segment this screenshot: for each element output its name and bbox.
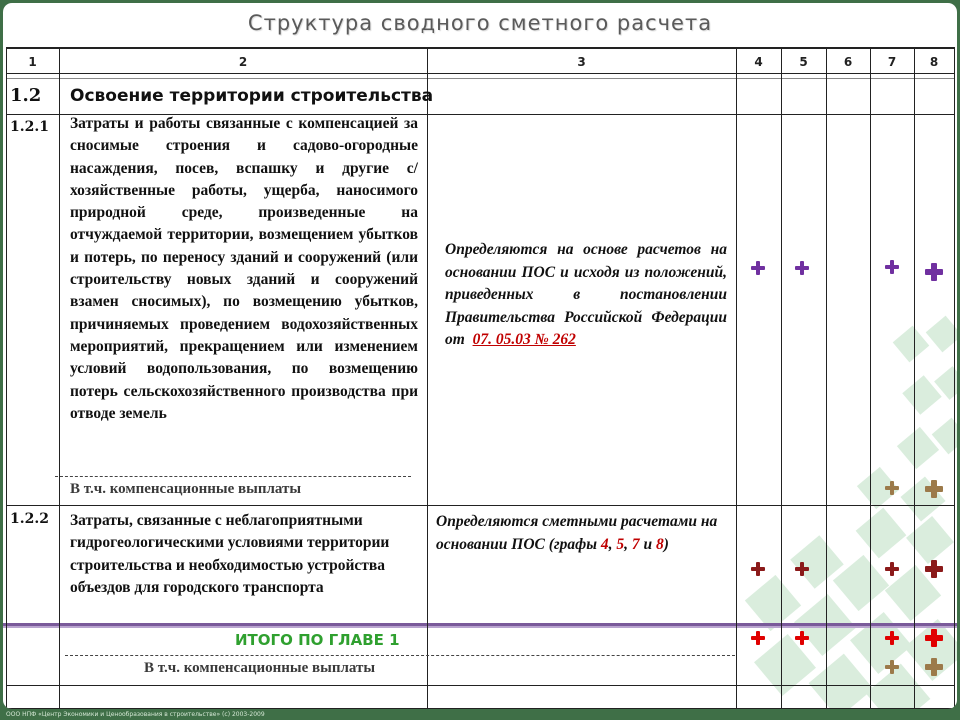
plus-icon <box>795 631 809 645</box>
chapter-total-label: ИТОГО ПО ГЛАВЕ 1 <box>235 631 400 649</box>
row-number: 1.2.1 <box>10 119 49 135</box>
column-divider <box>427 47 428 709</box>
row-number: 1.2.2 <box>10 511 49 527</box>
note-separator: , <box>608 535 617 553</box>
note-separator: и <box>639 535 656 553</box>
plus-icon <box>885 481 899 495</box>
note-text: Определяются на основе расчетов на основании ПОС и исходя из положений, приведенных в постановлении Правительства Российской Федерации от <box>445 241 727 348</box>
column-header-4: 4 <box>754 55 763 69</box>
table-row-divider <box>6 685 954 686</box>
column-header-3: 3 <box>577 55 586 69</box>
row-description: Затраты, связанные с неблагоприятными гидрогеологическими условиями территории строительства и необходимостью устройства объездов для городского транспорта <box>70 512 390 596</box>
table-border-right <box>954 47 955 709</box>
total-included-label: В т.ч. компенсационные выплаты <box>144 660 376 676</box>
column-header-6: 6 <box>843 55 853 69</box>
table-border-bottom <box>6 708 954 709</box>
table-row-divider <box>6 505 954 506</box>
slide-title: Структура сводного сметного расчета <box>247 11 713 35</box>
dashed-separator <box>55 476 411 477</box>
footer-copyright: ООО НПФ «Центр Экономики и Ценообразования в строительстве» (с) 2003-2009 <box>6 711 265 718</box>
table-row-divider <box>6 78 954 79</box>
plus-icon <box>751 261 765 275</box>
dashed-separator <box>65 655 735 656</box>
table-header-divider <box>6 73 954 74</box>
row-calculation-note <box>436 511 718 556</box>
section-number: 1.2 <box>10 85 42 106</box>
plus-icon <box>795 562 809 576</box>
column-divider <box>826 47 827 709</box>
plus-icon <box>751 631 765 645</box>
plus-icon <box>885 631 899 645</box>
plus-icon <box>925 263 943 281</box>
plus-icon <box>795 261 809 275</box>
column-header-7: 7 <box>887 55 897 69</box>
table-border-top <box>6 47 954 49</box>
column-header-8: 8 <box>929 55 939 69</box>
note-text: Определяются сметными расчетами на основании ПОС (графы <box>436 513 718 553</box>
column-header-5: 5 <box>799 55 808 69</box>
table-border-left <box>6 47 7 709</box>
column-divider <box>870 47 871 709</box>
section-title: Освоение территории строительства <box>70 86 434 106</box>
plus-icon <box>885 260 899 274</box>
plus-icon <box>751 562 765 576</box>
column-ref-7: 7 <box>631 535 640 553</box>
note-text-end: ) <box>663 535 669 553</box>
note-separator: , <box>624 535 632 553</box>
row-description: Затраты и работы связанные с компенсацией за сносимые строения и садово-огородные насаждения, посев, вспашку и другие с/хозяйственные работы, ущерба, наносимого природной среде, произведенные на отчуждаемой территории, возмещением убытков и потерь, по переносу зданий и сооружений (или строительству новых зданий и сооружений взамен сносимых), по возмещению убытков, причиняемых проведением водохозяйственных мероприятий, прекращением или изменением условий водопользования, по возмещению потерь сельскохозяйственного производства при отводе земель <box>70 115 418 422</box>
column-divider <box>781 47 782 709</box>
column-divider <box>736 47 737 709</box>
included-label: В т.ч. компенсационные выплаты <box>70 481 302 497</box>
column-divider <box>59 47 60 709</box>
row-calculation-note <box>445 239 727 352</box>
column-ref-4: 4 <box>600 535 609 553</box>
column-header-2: 2 <box>238 55 248 69</box>
column-header-1: 1 <box>28 55 37 69</box>
slide <box>3 3 957 709</box>
plus-icon <box>885 562 899 576</box>
plus-icon <box>885 660 899 674</box>
plus-icon <box>925 560 943 578</box>
column-divider <box>914 47 915 709</box>
column-ref-8: 8 <box>655 535 664 553</box>
plus-icon <box>925 480 943 498</box>
column-ref-5: 5 <box>616 535 625 553</box>
plus-icon <box>925 658 943 676</box>
plus-icon <box>925 629 943 647</box>
resolution-reference: 07. 05.03 № 262 <box>472 331 576 348</box>
